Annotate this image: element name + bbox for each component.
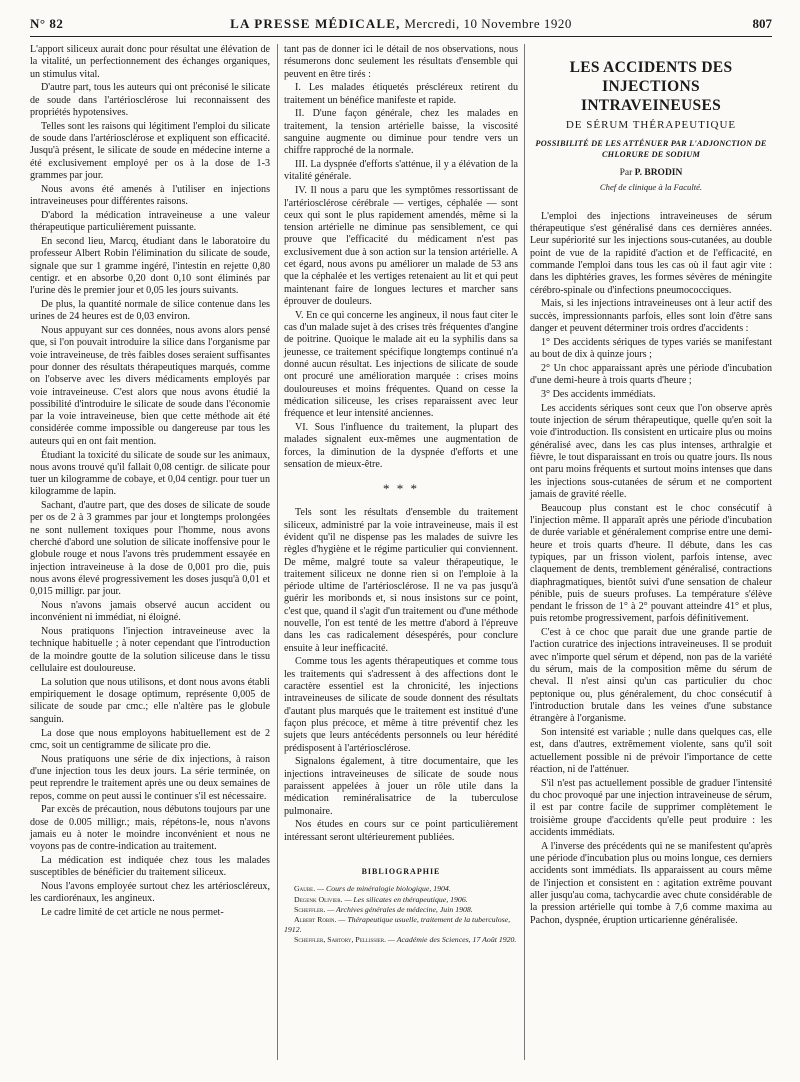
paragraph: Nous appuyant sur ces données, nous avons alors pensé que, si l'on pouvait introduire la silice dans l'organisme par voie intraveineuse, de très faibles doses seraient suffisantes pour donner des résultats thérapeutiques marqués, comme on l'observe avec les divers médicaments employés par voie intraveineuse. C'est alors que nous avons étudié la possibilité d'introduire le silicate de soude dans l'économie par la voie intraveineuse, bien que cette méthode ait été considérée comme impossible ou dangereuse par tous les auteurs qui en ont fait mention. (30, 325, 270, 447)
header-rule (30, 36, 772, 37)
article-subsubtitle: POSSIBILITÉ DE LES ATTÉNUER PAR L'ADJONCTION DE CHLORURE DE SODIUM (535, 139, 767, 160)
paragraph: Comme tous les agents thérapeutiques et comme tous les traitements qui s'adressent à des affections dont le caractère essentiel est la chronicité, les injections intraveineuses de silicate de soude donnent des résultats d'autant plus marqués que le traitement est institué d'une façon plus précoce, et même à titre préventif chez les sujets que leurs antécédents personnels ou leur hérédité prédisposent à l'artériosclérose. (284, 656, 518, 754)
paragraph: A l'inverse des précédents qui ne se manifestent qu'après une période d'incubation plus ou moins longue, ces derniers accidents sont immédiats. Ils apparaissent au cours même de l'injection et consistent en : agitation extrême pouvant aller jusqu'au coma, tachycardie avec chute considérable de la pression artérielle qui tombe à 7,6 comme maxima au Pachon, dyspnée, éruption urticarienne généralisée. (530, 840, 772, 926)
bibliography-heading: BIBLIOGRAPHIE (361, 866, 441, 876)
paragraph: Le cadre limité de cet article ne nous permet- (41, 907, 224, 919)
bibliography-entry: Scheffler. — Archives générales de médecine, Juin 1908. (294, 905, 473, 915)
bibliography-entry: Degenk Olivier. — Les silicates en thérapeutique, 1906. (294, 894, 468, 904)
paragraph: L'apport siliceux aurait donc pour résultat une élévation de la vitalité, un perfectionnement des échanges organiques, un stimulus vital. (30, 44, 270, 80)
paragraph: II. D'une façon générale, chez les malades en traitement, la tension artérielle baisse, la viscosité sanguine augmente ou diminue pour tendre vers un chiffre rapproché de la normale. (284, 108, 518, 157)
paragraph: VI. Sous l'influence du traitement, la plupart des malades signalent eux-mêmes une augmentation de forces, la diminution de la dyspnée d'efforts et une sensation de mieux-être. (284, 421, 518, 470)
journal-name: LA PRESSE MÉDICALE, (230, 16, 401, 31)
paragraph: Nous l'avons employée surtout chez les artérioscléreux, les cardiorénaux, les angineux. (30, 881, 270, 905)
article-title: LES ACCIDENTS DES INJECTIONS INTRAVEINEUSES (569, 59, 733, 114)
paragraph: La dose que nous employons habituellement est de 2 cmc, soit un centigramme de silicate pro die. (30, 727, 270, 751)
paragraph: 2° Un choc apparaissant après une période d'incubation d'une demi-heure à trois quarts d'heure ; (530, 362, 772, 387)
paragraph: V. En ce qui concerne les angineux, il nous faut citer le cas d'un malade sujet à des crises très fréquentes d'angine de poitrine. Quoique le malade ait eu la syphilis dans sa jeunesse, ce traitement spécifique longtemps continué n'a donné aucun résultat. Les injections de silicate de soude ont procuré une amélioration marquée : crises moins douloureuses et moins fréquentes. Quand on cesse la médication siliceuse, les crises reparaissent avec leur fréquence et leur intensité anciennes. (284, 309, 518, 420)
paragraph: Les accidents sériques sont ceux que l'on observe après toute injection de sérum thérapeutique, quelle qu'en soit la voie d'introduction. Ils consistent en urticaire plus ou moins généralisé avec, dans les cas plus intenses, arthralgie et fièvre, le tout disparaissant en trois ou quatre jours. Ils nous ont paru moins fréquents et surtout moins intenses que dans les injections sous-cutanées de sérum et ne comportent jamais de gravité réelle. (530, 402, 772, 500)
page-header (30, 12, 772, 36)
paragraph: La médication est indiquée chez tous les malades susceptibles de bénéficier du traitement siliceux. (30, 855, 270, 879)
paragraph: Telles sont les raisons qui légitiment l'emploi du silicate de soude dans l'artériosclérose et expliquent son efficacité. Jusqu'à présent, le silicate de soude en médecine interne a été exclusivement employé per os à la dose de 1-3 grammes par jour. (30, 120, 270, 181)
page-number-left: N° 82 (30, 16, 64, 31)
paragraph: De plus, la quantité normale de silice contenue dans les urines de 24 heures est de 0,03 environ. (30, 298, 270, 323)
paragraph: Tels sont les résultats d'ensemble du traitement siliceux, administré par la voie intraveineuse, mais il est évident qu'il ne dispense pas les malades de suivre les règles d'hygiène et le régime particulier qui conviennent. De même, malgré toute sa valeur thérapeutique, le traitement siliceux ne donne rien si on l'emploie à la période ultime de l'artériosclérose. Il ne va pas jusqu'à guérir les moribonds et, si nous insistons sur ce point, c'est que, quand il s'agit d'un traitement ou d'une méthode nouvelle, l'on est tenté de les mettre d'abord à l'épreuve dans les cas radicalement désespérés, pour conclure ensuite à leur inefficacité. (284, 507, 518, 654)
paragraph: Nous avons été amenés à l'utiliser en injections intraveineuses pour différentes raisons. (30, 183, 270, 208)
paragraph: Nos études en cours sur ce point particulièrement intéressant seront ultérieurement publiées. (284, 819, 518, 843)
paragraph: Par excès de précaution, nous débutons toujours par une dose de 0.005 milligr.; mais, répétons-le, nous n'avons jamais eu à noter le moindre inconvénient et nous ne voyons pas de contre-indication au traitement. (30, 804, 270, 853)
paragraph: Nous pratiquons l'injection intraveineuse avec la technique habituelle ; à noter cependant que l'introduction de la moindre goutte de la solution siliceuse dans le tissu cellulaire est douloureuse. (30, 626, 270, 675)
column-middle (284, 44, 518, 946)
running-title (30, 16, 772, 32)
article-subtitle: DE SÉRUM THÉRAPEUTIQUE (565, 119, 737, 131)
paragraph: IV. Il nous a paru que les symptômes ressortissant de l'artériosclérose cérébrale — vertiges, céphalée — sont ceux qui sont le plus rapidement amendés, même si la tension artérielle ne diminue pas sensiblement, ce qui prouve que l'efficacité du médicament n'est pas exclusivement due à son action sur la tension artérielle. A cet égard, nous avons pu améliorer un malade de 53 ans que la céphalée et les vertiges retenaient au lit et qui peut maintenant faire de longues lectures et marcher sans éprouver de douleurs. (284, 185, 518, 307)
paragraph: S'il n'est pas actuellement possible de graduer l'intensité du choc provoqué par une injection intraveineuse de sérum, il est par contre facile de supprimer complètement le troisième groupe d'accidents qu'elle peut produire : les accidents immédiats. (530, 777, 772, 838)
section-asterism: * * * (383, 481, 419, 497)
article-author: Par P. BRODIN (619, 168, 683, 179)
column-divider (277, 44, 278, 1060)
paragraph: 1° Des accidents sériques de types variés se manifestant au bout de dix à quinze jours ; (530, 336, 772, 361)
paragraph: Beaucoup plus constant est le choc consécutif à l'injection même. Il apparaît après une période d'incubation de durée variable et généralement comprise entre une demi-heure et trois quarts d'heure. Il débute, dans les cas typiques, par un frisson violent, parfois intense, avec claquement de dents, tremblement généralisé, contractions diaphragmatiques, bientôt suivi d'une sensation de chaleur pénible, puis de sueurs profuses. La température s'élève pendant le frisson de 1° à 2° pouvant atteindre 41° et plus, puis retombe progressivement, parfois définitivement. (530, 502, 772, 625)
page-number-right: 807 (752, 16, 772, 31)
paragraph: Signalons également, à titre documentaire, que les injections intraveineuses de silicate de soude nous paraissent appelées à jouer un rôle utile dans la médication reminéralisatrice de la tuberculose pulmonaire. (284, 756, 518, 817)
paragraph: III. La dyspnée d'efforts s'atténue, il y a élévation de la vitalité générale. (284, 159, 518, 183)
paragraph: Étudiant la toxicité du silicate de soude sur les animaux, nous avons trouvé qu'il fallait 0,08 centigr. de silicate pour tuer un kilogramme de cobaye, et 0,04 centigr. pour tuer un kilogramme de lapin. (30, 449, 270, 498)
author-affiliation: Chef de clinique à la Faculté. (599, 181, 703, 192)
paragraph: tant pas de donner ici le détail de nos observations, nous résumerons donc seulement les résultats d'ensemble qui peuvent en être tirés : (284, 44, 518, 80)
paragraph: 3° Des accidents immédiats. (541, 389, 656, 401)
paragraph: Mais, si les injections intraveineuses ont à leur actif des succès, impressionnants parfois, elles sont loin d'être sans danger et peuvent déterminer trois ordres d'accidents : (530, 298, 772, 335)
paragraph: En second lieu, Marcq, étudiant dans le laboratoire du professeur Albert Robin l'élimination du silicate de soude, signale que sur 1 gramme ingéré, l'intestin en rejette 0,80 centigr. et en absorbe 0,20 dont 0,10 sont éliminés par l'urine dès le premier jour et 0,05 les jours suivants. (30, 235, 270, 297)
paragraph: D'abord la médication intraveineuse a une valeur thérapeutique particulièrement puissante. (30, 209, 270, 234)
paragraph: Son intensité est variable ; nulle dans quelques cas, elle est, dans d'autres, extrêmement violente, sans qu'il soit actuellement possible ni de prévoir l'importance de cette réaction, ni de l'atténuer. (530, 727, 772, 775)
issue-date: Mercredi, 10 Novembre 1920 (404, 16, 572, 31)
paragraph: Nous n'avons jamais observé aucun accident ou inconvénient ni immédiat, ni éloigné. (30, 600, 270, 624)
bibliography-entry: Scheffler, Sartory, Pellissier. — Académie des Sciences, 17 Août 1920. (294, 935, 517, 945)
paragraph: L'emploi des injections intraveineuses de sérum thérapeutique s'est généralisé dans ces dernières années. Leur supériorité sur les injections sous-cutanées, au double point de vue de la rapidité d'action et de l'efficacité, en commande l'emploi dans tous les cas où il faut agir vite : dans les diphtéries graves, les formes sévères de méningite cérébro-spinale ou d'infections pneumococciques. (530, 210, 772, 296)
bibliography-entry: Albert Robin. — Thérapeutique usuelle, traitement de la tuberculose, 1912. (284, 915, 511, 934)
paragraph: La solution que nous utilisons, et dont nous avons établi empiriquement le dosage optimum, représente 0,005 de silicate de soude par cmc.; elle n'altère pas le globule sanguin. (30, 676, 270, 725)
paragraph: I. Les malades étiquetés préscléreux retirent du traitement un bénéfice manifeste et rapide. (284, 82, 518, 106)
paragraph: Sachant, d'autre part, que des doses de silicate de soude per os de 2 à 3 grammes par jour et longtemps prolongées ne sont nullement toxiques pour l'homme, nous avons cherché d'abord une solution de silicate inoffensive pour le globule rouge et nous l'avons très prudemment essayée en injection intraveineuse à la dose de 0,001 pro die, puis nous avons élevé progressivement les doses jusqu'à 0,01 et 0,015 milligr. par jour. (30, 500, 270, 598)
bibliography-entry: Gaube. — Cours de minéralogie biologique, 1904. (294, 884, 451, 894)
paragraph: C'est à ce choc que parait due une grande partie de l'action curatrice des injections intraveineuses. Il se produit avec n'importe quel sérum et dépend, non pas de la variété du sérum, mais de la composition même du sérum de cheval. Il n'est ainsi qu'un cas particulier du choc peptonique ou, plus généralement, du choc consécutif à l'introduction brutale dans les veines d'une substance étrangère à l'organisme. (530, 627, 772, 725)
paragraph: D'autre part, tous les auteurs qui ont préconisé le silicate de soude dans l'artériosclérose lui reconnaissent des propriétés hypotensives. (30, 82, 270, 118)
column-left (30, 44, 270, 921)
column-right (530, 44, 772, 928)
paragraph: Nous pratiquons une série de dix injections, à raison d'une injection tous les deux jours. La série terminée, on peut reprendre le traitement après une ou deux semaines de repos, comme on peut aussi le continuer s'il est nécessaire. (30, 753, 270, 802)
column-divider (524, 44, 525, 1060)
